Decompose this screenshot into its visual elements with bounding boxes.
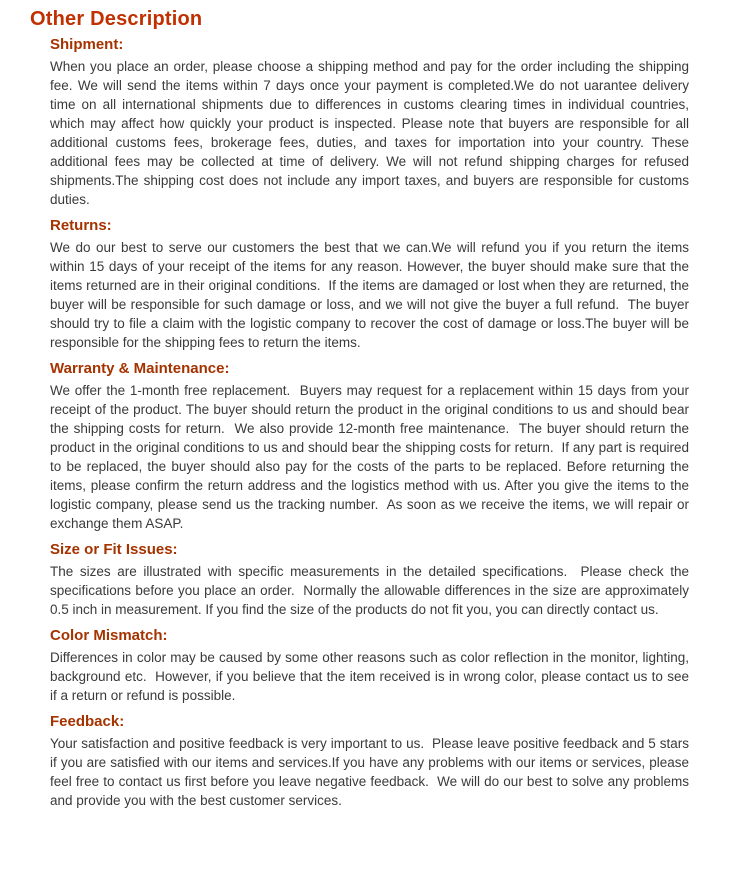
page-title: Other Description <box>30 8 203 30</box>
warranty-maintenance-heading: Warranty & Maintenance: <box>50 360 230 377</box>
shipment-body: When you place an order, please choose a shipping method and pay for the order including the shipping fee. We will send the items within 7 days once your payment is completed.We do not uarantee delivery time on all international shipments due to differences in customs clearing times in individual countries, which may affect how quickly your product is inspected. Please note that buyers are responsible for all additional customs fees, brokerage fees, duties, and taxes for importation into your country. These additional fees may be collected at time of delivery. We will not refund shipping charges for refused shipments.The shipping cost does not include any import taxes, and buyers are responsible for customs duties. <box>50 59 693 207</box>
returns-heading: Returns: <box>50 217 112 234</box>
shipment-heading: Shipment: <box>50 36 124 53</box>
section-feedback <box>0 713 741 810</box>
color-mismatch-body: Differences in color may be caused by some other reasons such as color reflection in the monitor, lighting, background etc. However, if you believe that the item received is in wrong color, please contact us to see if a return or refund is possible. <box>50 650 693 703</box>
returns-body: We do our best to serve our customers the best that we can.We will refund you if you return the items within 15 days of your receipt of the items for any reason. However, the buyer should make sure that the items returned are in their original conditions. If the items are damaged or lost when they are returned, the buyer will be responsible for such damage or loss, and we will not give the buyer a full refund. The buyer should try to file a claim with the logistic company to recover the cost of damage or loss.The buyer will be responsible for the shipping fees to return the items. <box>50 240 693 350</box>
section-color-mismatch <box>0 627 741 705</box>
size-or-fit-body: The sizes are illustrated with specific measurements in the detailed specifications. Please check the specifications before you place an order. Normally the allowable differences in the size are approximately 0.5 inch in measurement. If you find the size of the products do not fit you, you can directly contact us. <box>50 564 693 617</box>
color-mismatch-heading: Color Mismatch: <box>50 627 168 644</box>
size-or-fit-heading: Size or Fit Issues: <box>50 541 178 558</box>
section-returns <box>0 217 741 352</box>
feedback-body: Your satisfaction and positive feedback is very important to us. Please leave positive feedback and 5 stars if you are satisfied with our items and services.If you have any problems with our items or services, please feel free to contact us first before you leave negative feedback. We will do our best to solve any problems and provide you with the best customer services. <box>50 736 693 808</box>
section-warranty-maintenance <box>0 360 741 533</box>
warranty-maintenance-body: We offer the 1-month free replacement. Buyers may request for a replacement within 15 days from your receipt of the product. The buyer should return the product in the original conditions to us and should bear the shipping costs for return. We also provide 12-month free maintenance. The buyer should return the product in the original conditions to us and should bear the shipping costs for return. If any part is required to be replaced, the buyer should also pay for the costs of the parts to be replaced. Before returning the items, please confirm the return address and the logistics method with us. After you give the items to the logistic company, please send us the tracking number. As soon as we receive the items, we will repair or exchange them ASAP. <box>50 383 693 531</box>
section-size-or-fit <box>0 541 741 619</box>
section-shipment <box>0 36 741 209</box>
feedback-heading: Feedback: <box>50 713 125 730</box>
